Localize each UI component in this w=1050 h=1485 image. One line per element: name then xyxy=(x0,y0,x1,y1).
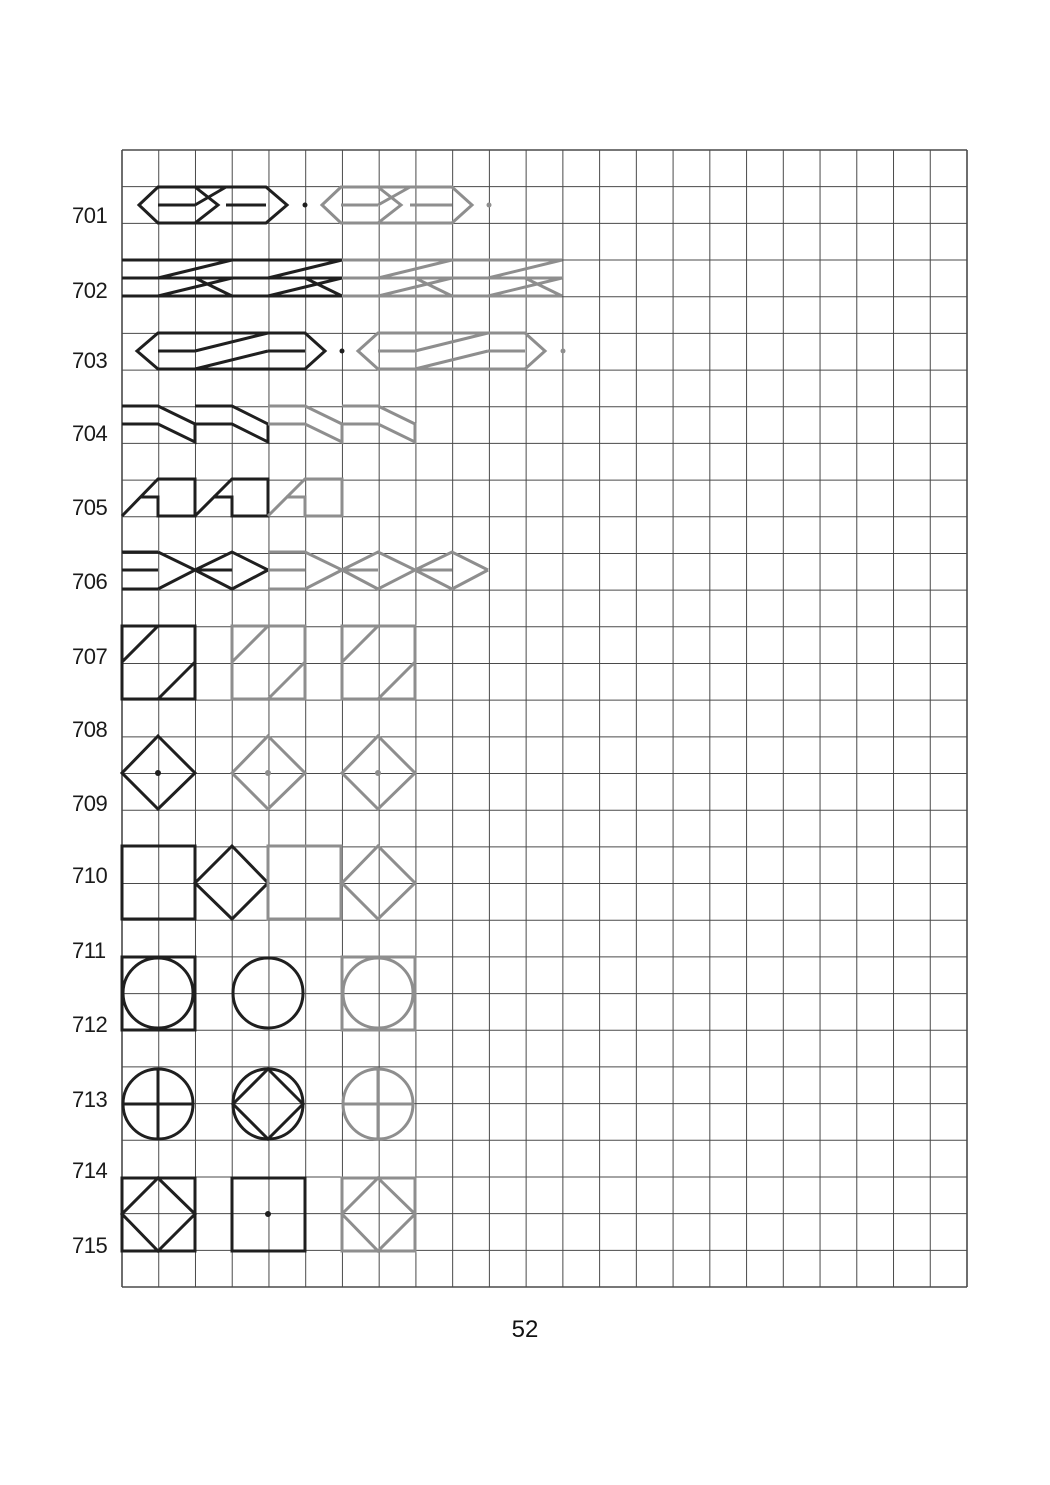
row-label: 706 xyxy=(72,569,108,594)
row-label: 704 xyxy=(72,421,108,446)
row-label: 714 xyxy=(72,1158,108,1183)
page-number: 52 xyxy=(511,1316,539,1343)
row-label: 710 xyxy=(72,863,108,888)
pattern-703 xyxy=(137,333,566,369)
row-label: 708 xyxy=(72,717,108,742)
pattern-706 xyxy=(122,552,488,589)
pattern-701 xyxy=(139,187,492,223)
row-label: 702 xyxy=(72,278,108,303)
row-label: 711 xyxy=(72,938,106,963)
row-label: 701 xyxy=(72,203,108,228)
row-label: 703 xyxy=(72,348,108,373)
row-label: 712 xyxy=(72,1012,108,1037)
row-label: 705 xyxy=(72,495,108,520)
row-label: 709 xyxy=(72,791,108,816)
pattern-710 xyxy=(122,846,415,919)
row-label: 713 xyxy=(72,1087,108,1112)
row-label: 715 xyxy=(72,1233,108,1258)
row-label: 707 xyxy=(72,644,108,669)
grid-lines xyxy=(122,150,967,1287)
